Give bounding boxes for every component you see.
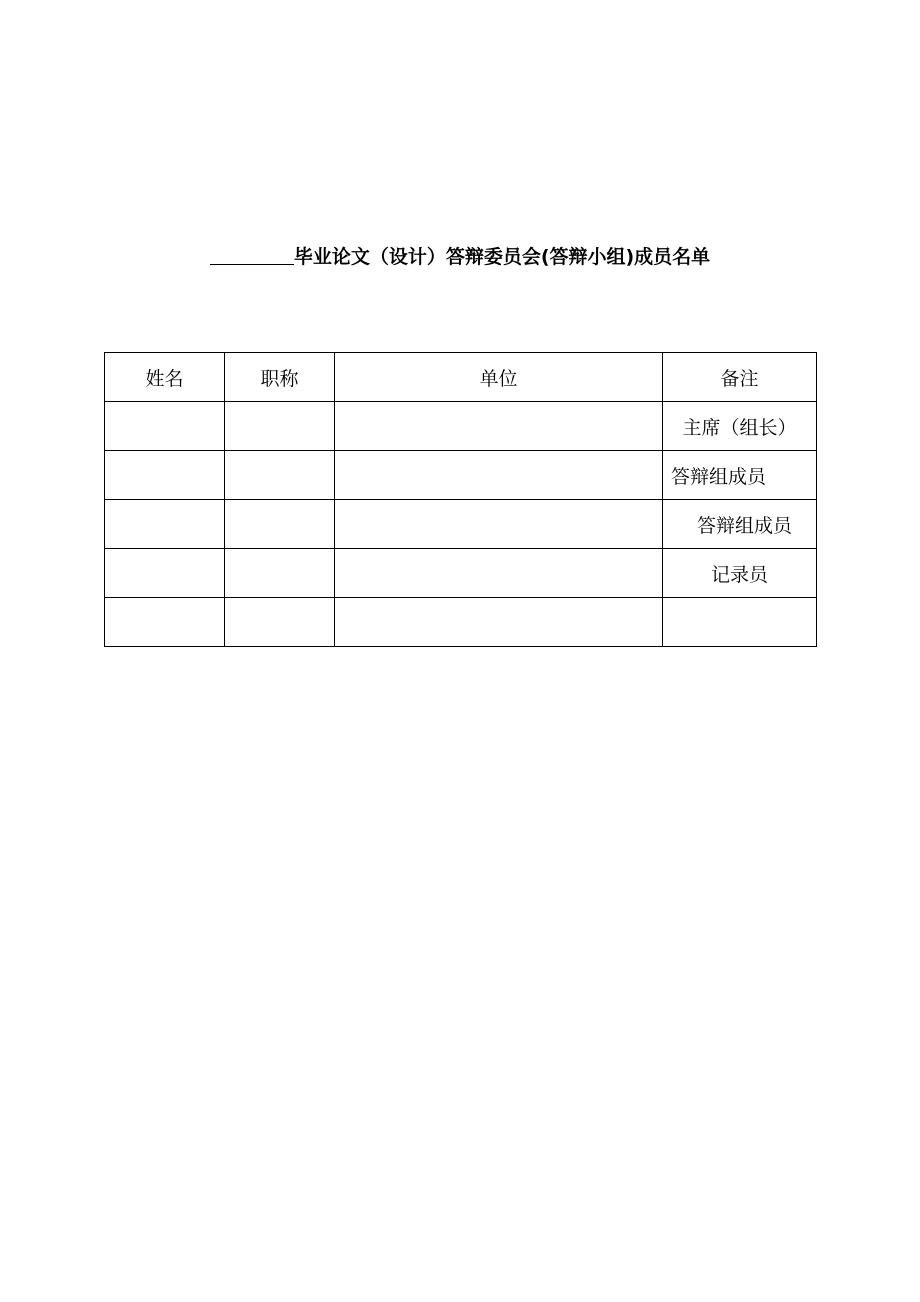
header-note: 备注 — [663, 353, 817, 402]
cell-name[interactable] — [105, 549, 225, 598]
cell-unit[interactable] — [335, 451, 663, 500]
title-blank-underline[interactable] — [210, 244, 294, 265]
cell-note: 主席（组长） — [663, 402, 817, 451]
cell-name[interactable] — [105, 500, 225, 549]
table-row — [105, 402, 817, 451]
cell-note: 答辩组成员 — [663, 451, 817, 500]
cell-name[interactable] — [105, 402, 225, 451]
table-row — [105, 451, 817, 500]
table-row — [105, 598, 817, 647]
cell-title[interactable] — [225, 500, 335, 549]
table-row — [105, 549, 817, 598]
cell-name[interactable] — [105, 451, 225, 500]
cell-unit[interactable] — [335, 598, 663, 647]
cell-title[interactable] — [225, 402, 335, 451]
table-header-row — [105, 353, 817, 402]
table-row — [105, 500, 817, 549]
cell-unit[interactable] — [335, 500, 663, 549]
header-name: 姓名 — [105, 353, 225, 402]
title-text: 毕业论文（设计）答辩委员会(答辩小组)成员名单 — [293, 246, 711, 268]
cell-name[interactable] — [105, 598, 225, 647]
cell-title[interactable] — [225, 598, 335, 647]
committee-member-table — [104, 352, 817, 647]
cell-note: 答辩组成员 — [663, 500, 817, 549]
cell-title[interactable] — [225, 549, 335, 598]
cell-note[interactable] — [663, 598, 817, 647]
cell-note: 记录员 — [663, 549, 817, 598]
cell-unit[interactable] — [335, 402, 663, 451]
page-title — [0, 243, 920, 271]
cell-title[interactable] — [225, 451, 335, 500]
cell-unit[interactable] — [335, 549, 663, 598]
header-unit: 单位 — [335, 353, 663, 402]
header-title: 职称 — [225, 353, 335, 402]
